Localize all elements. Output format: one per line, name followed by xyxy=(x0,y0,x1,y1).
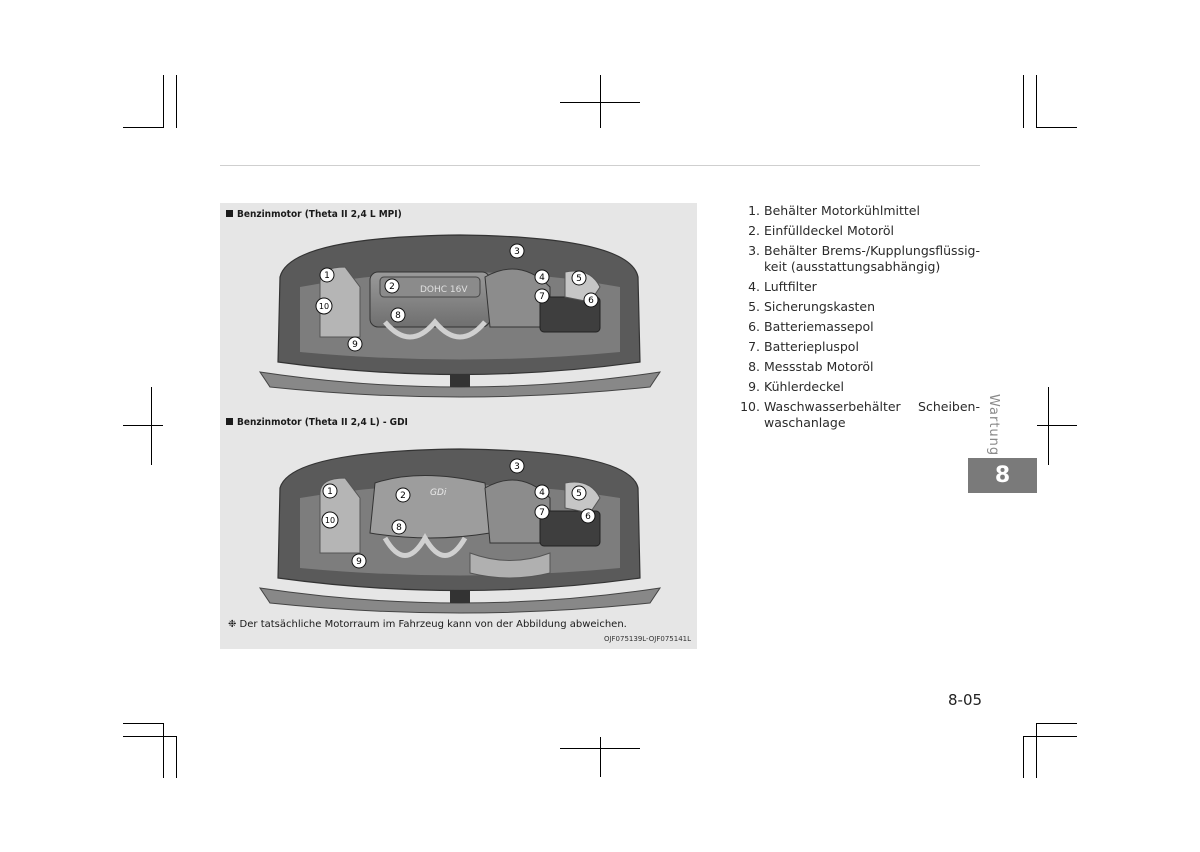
legend-text: Behälter Motorkühlmittel xyxy=(764,203,920,218)
legend-text: Waschwasserbehälter Scheiben-waschanlage xyxy=(764,399,980,430)
callout-9: 9 xyxy=(356,557,362,567)
engine-cover-label-gdi: GDi xyxy=(430,488,447,498)
callout-5: 5 xyxy=(576,489,582,499)
figure-heading-mpi: Benzinmotor (Theta II 2,4 L MPI) xyxy=(226,209,402,220)
legend-item xyxy=(740,203,980,219)
legend-item xyxy=(740,319,980,335)
callout-8: 8 xyxy=(395,311,401,321)
callout-7: 7 xyxy=(539,292,545,302)
bullet-square-icon xyxy=(226,418,233,425)
callout-6: 6 xyxy=(588,296,594,306)
callout-1: 1 xyxy=(327,487,333,497)
bullet-square-icon xyxy=(226,210,233,217)
callout-10: 10 xyxy=(318,302,330,311)
legend-text: Batteriemassepol xyxy=(764,319,874,334)
legend-number: 1. xyxy=(748,203,760,218)
legend-item xyxy=(740,359,980,375)
section-label: Wartung xyxy=(986,394,1001,457)
legend-item xyxy=(740,379,980,395)
callout-3: 3 xyxy=(514,247,520,257)
legend-text: Batteriepluspol xyxy=(764,339,859,354)
callout-8: 8 xyxy=(396,523,402,533)
legend-number: 2. xyxy=(748,223,760,238)
legend-number: 4. xyxy=(748,279,760,294)
callout-4: 4 xyxy=(539,488,545,498)
legend-item xyxy=(740,399,980,431)
section-number-tab: 8 xyxy=(968,458,1037,493)
callout-9: 9 xyxy=(352,340,358,350)
figure-note: ❉ Der tatsächliche Motorraum im Fahrzeug kann von der Abbildung abweichen. xyxy=(228,619,627,630)
callout-6: 6 xyxy=(585,512,591,522)
legend-number: 8. xyxy=(748,359,760,374)
page-number: 8-05 xyxy=(948,691,983,709)
legend-item xyxy=(740,339,980,355)
legend-text: Behälter Brems-/Kupplungsflüssig-keit (ausstattungsabhängig) xyxy=(764,243,980,274)
callout-7: 7 xyxy=(539,508,545,518)
legend-number: 5. xyxy=(748,299,760,314)
engine-cover-label: DOHC 16V xyxy=(420,285,468,295)
engine-bay-image-mpi xyxy=(220,227,697,403)
callout-5: 5 xyxy=(576,274,582,284)
callout-3: 3 xyxy=(514,462,520,472)
engine-figure-panel xyxy=(220,203,697,649)
legend-text: Einfülldeckel Motoröl xyxy=(764,223,894,238)
legend-number: 6. xyxy=(748,319,760,334)
callout-10: 10 xyxy=(324,516,336,525)
legend-text: Kühlerdeckel xyxy=(764,379,844,394)
callout-2: 2 xyxy=(389,282,395,292)
legend-text: Luftfilter xyxy=(764,279,817,294)
legend-text: Messstab Motoröl xyxy=(764,359,874,374)
legend-item xyxy=(740,279,980,295)
legend-item xyxy=(740,243,980,275)
engine-bay-image-gdi xyxy=(220,443,697,619)
header-rule xyxy=(220,165,980,166)
figure-heading-gdi: Benzinmotor (Theta II 2,4 L) - GDI xyxy=(226,417,408,428)
legend-number: 9. xyxy=(748,379,760,394)
legend-number: 7. xyxy=(748,339,760,354)
legend-number: 3. xyxy=(748,243,760,258)
legend-item xyxy=(740,299,980,315)
figure-image-code: OJF075139L-OJF075141L xyxy=(603,635,691,643)
component-legend xyxy=(740,203,980,435)
callout-1: 1 xyxy=(324,271,330,281)
legend-text: Sicherungskasten xyxy=(764,299,876,314)
legend-item xyxy=(740,223,980,239)
callout-2: 2 xyxy=(400,491,406,501)
callout-4: 4 xyxy=(539,273,545,283)
legend-number: 10. xyxy=(740,399,760,414)
